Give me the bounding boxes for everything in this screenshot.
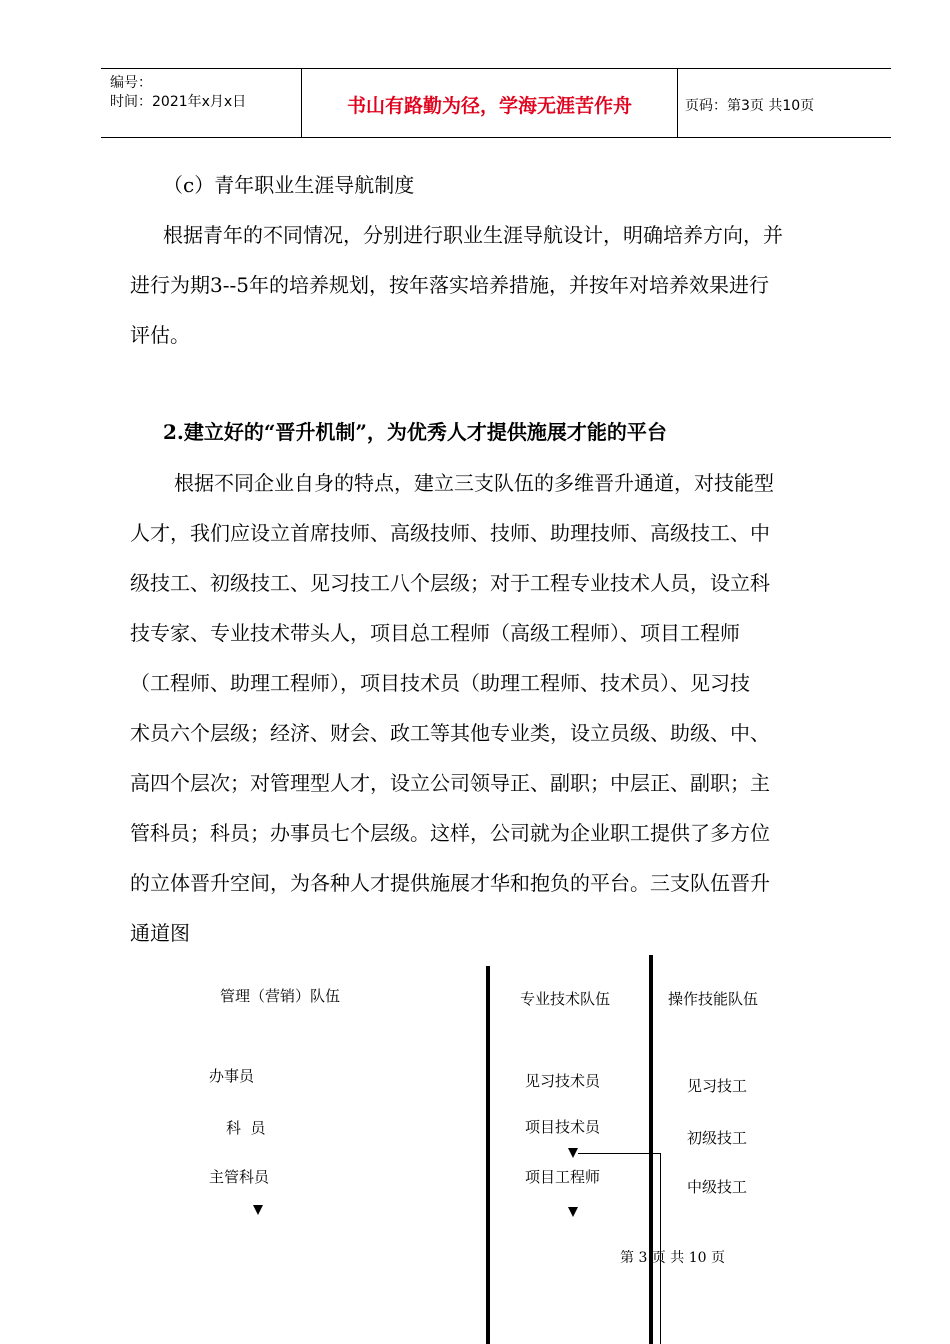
skill-level: 见习技工 xyxy=(687,1077,748,1095)
management-level: 科 员 xyxy=(226,1119,266,1137)
header-motto: 书山有路勤为径，学海无涯苦作舟 xyxy=(346,95,632,117)
skill-level: 初级技工 xyxy=(687,1129,748,1147)
text-line: 级技工、初级技工、见习技工八个层级；对于工程专业技术人员，设立科 xyxy=(130,571,770,595)
header-page-number: 页码：第3页 共10页 xyxy=(685,98,815,114)
document-number-label: 编号： xyxy=(110,75,152,91)
page-header xyxy=(101,68,891,138)
management-level: 主管科员 xyxy=(209,1168,270,1186)
technical-level: 见习技术员 xyxy=(525,1072,601,1090)
header-center-cell xyxy=(302,69,678,137)
section-c-title: （c）青年职业生涯导航制度 xyxy=(163,173,415,197)
document-time-label: 时间：2021年x月x日 xyxy=(110,94,247,110)
section-c-title-paragraph xyxy=(130,160,860,210)
text-line: 管科员；科员；办事员七个层级。这样，公司就为企业职工提供了多方位 xyxy=(130,821,770,845)
text-line: 的立体晋升空间，为各种人才提供施展才华和抱负的平台。三支队伍晋升 xyxy=(130,871,770,895)
page-footer: 第 3 页 共 10 页 xyxy=(620,1250,725,1266)
section-c-body xyxy=(130,210,860,360)
text-line: （工程师、助理工程师），项目技术员（助理工程师、技术员）、见习技 xyxy=(130,671,750,695)
text-line: 通道图 xyxy=(130,921,190,945)
technical-level: 项目工程师 xyxy=(525,1168,601,1186)
text-line: 技专家、专业技术带头人，项目总工程师（高级工程师）、项目工程师 xyxy=(130,621,740,645)
technical-team-title: 专业技术队伍 xyxy=(520,990,611,1008)
skill-team-title: 操作技能队伍 xyxy=(668,990,759,1008)
text-line: 进行为期3--5年的培养规划，按年落实培养措施，并按年对培养效果进行 xyxy=(130,273,769,297)
skill-level: 中级技工 xyxy=(687,1178,748,1196)
text-line: 根据不同企业自身的特点，建立三支队伍的多维晋升通道，对技能型 xyxy=(174,471,774,495)
divider-line-left xyxy=(486,966,490,1344)
section-2-heading: 2.建立好的“晋升机制”，为优秀人才提供施展才能的平台 xyxy=(163,420,667,444)
text-line: 人才，我们应设立首席技师、高级技师、技师、助理技师、高级技工、中 xyxy=(130,521,770,545)
text-line: 评估。 xyxy=(130,323,190,347)
connector-line xyxy=(578,1153,661,1154)
divider-line-right xyxy=(649,955,653,1344)
arrow-down-icon xyxy=(568,1148,578,1158)
header-left-cell xyxy=(101,69,302,137)
technical-level: 项目技术员 xyxy=(525,1118,601,1136)
arrow-down-icon xyxy=(253,1205,263,1215)
management-level: 办事员 xyxy=(209,1067,255,1085)
text-line: 高四个层次；对管理型人才，设立公司领导正、副职；中层正、副职；主 xyxy=(130,771,770,795)
arrow-down-icon xyxy=(568,1207,578,1217)
text-line: 术员六个层级；经济、财会、政工等其他专业类，设立员级、助级、中、 xyxy=(130,721,770,745)
section-2-body xyxy=(130,458,860,958)
management-team-title: 管理（营销）队伍 xyxy=(220,987,341,1005)
text-line: 根据青年的不同情况，分别进行职业生涯导航设计，明确培养方向，并 xyxy=(163,223,783,247)
header-right-cell xyxy=(678,69,891,137)
